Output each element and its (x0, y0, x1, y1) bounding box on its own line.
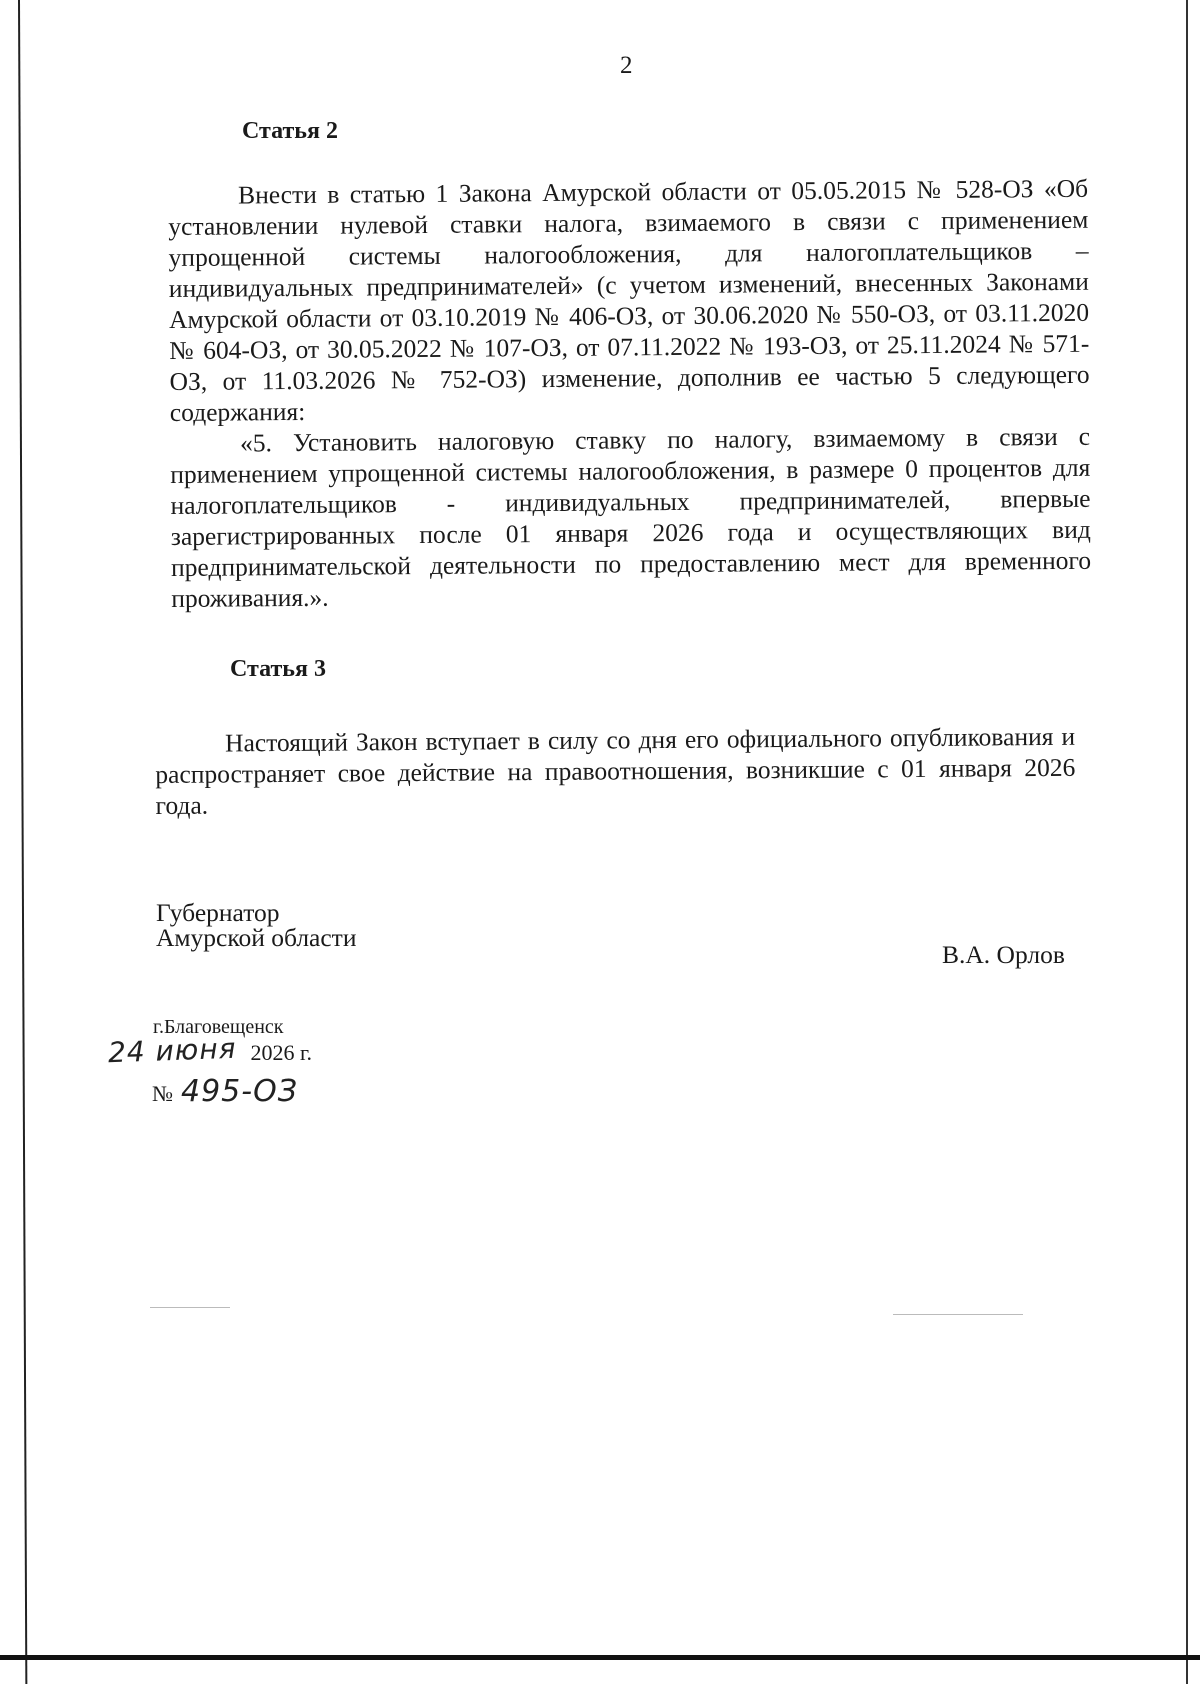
handwritten-date: 24 июня (107, 1031, 237, 1070)
signing-year: 2026 г. (250, 1040, 312, 1065)
article-2-clause: «5. Установить налоговую ставку по налогу, взимаемому в связи с применением упрощенной системы налогообложения, в размере 0 процентов для налогоплательщиков - индивидуальных предпринимателей, впервые зарегистрированных после 01 января 2026 года и осуществляющих вид предпринимательской деятельности по предоставлению мест для временного проживания.». (170, 421, 1092, 613)
scan-speck (150, 1307, 230, 1308)
article-2-heading: Статья 2 (242, 118, 338, 144)
page-number: 2 (620, 52, 633, 79)
article-3-body (155, 721, 1076, 821)
signing-date (107, 1031, 312, 1070)
signatory-title-line1: Губернатор (156, 898, 280, 927)
article-3-text: Настоящий Закон вступает в силу со дня его официального опубликования и распространяет свое действие на правоотношения, возникшие с 01 января 2026 года. (155, 721, 1076, 820)
signatory-title (156, 900, 356, 950)
scan-edge-left (18, 0, 27, 1684)
signatory-name: В.А. Орлов (942, 940, 1065, 969)
article-2-intro: Внести в статью 1 Закона Амурской области от 05.05.2015 № 528-ОЗ «Об установлении нулевой ставки налога, взимаемого в связи с применением упрощенной системы налогообложения, для налогоплательщиков – индивидуальных предпринимателей» (с учетом изменений, внесенных Законами Амурской области от 03.10.2019 № 406-ОЗ, от 30.06.2020 № 550-ОЗ, от 03.11.2020 № 604-ОЗ, от 30.05.2022 № 107-ОЗ, от 07.11.2022 № 193-ОЗ, от 25.11.2024 № 571-ОЗ, от 11.03.2026 № 752-ОЗ) изменение, дополнив ее частью 5 следующего содержания: (168, 173, 1090, 427)
scan-edge-bottom (0, 1655, 1200, 1660)
scan-edge-right (1186, 0, 1188, 1684)
signatory-title-line2: Амурской области (156, 923, 357, 952)
city-label: г.Благовещенск (153, 1016, 284, 1038)
article-2-body (168, 173, 1091, 614)
number-sign: № (152, 1081, 173, 1106)
scan-speck (893, 1314, 1023, 1315)
law-number (152, 1074, 298, 1109)
handwritten-number: 495-ОЗ (181, 1074, 298, 1109)
article-3-heading: Статья 3 (230, 656, 326, 682)
